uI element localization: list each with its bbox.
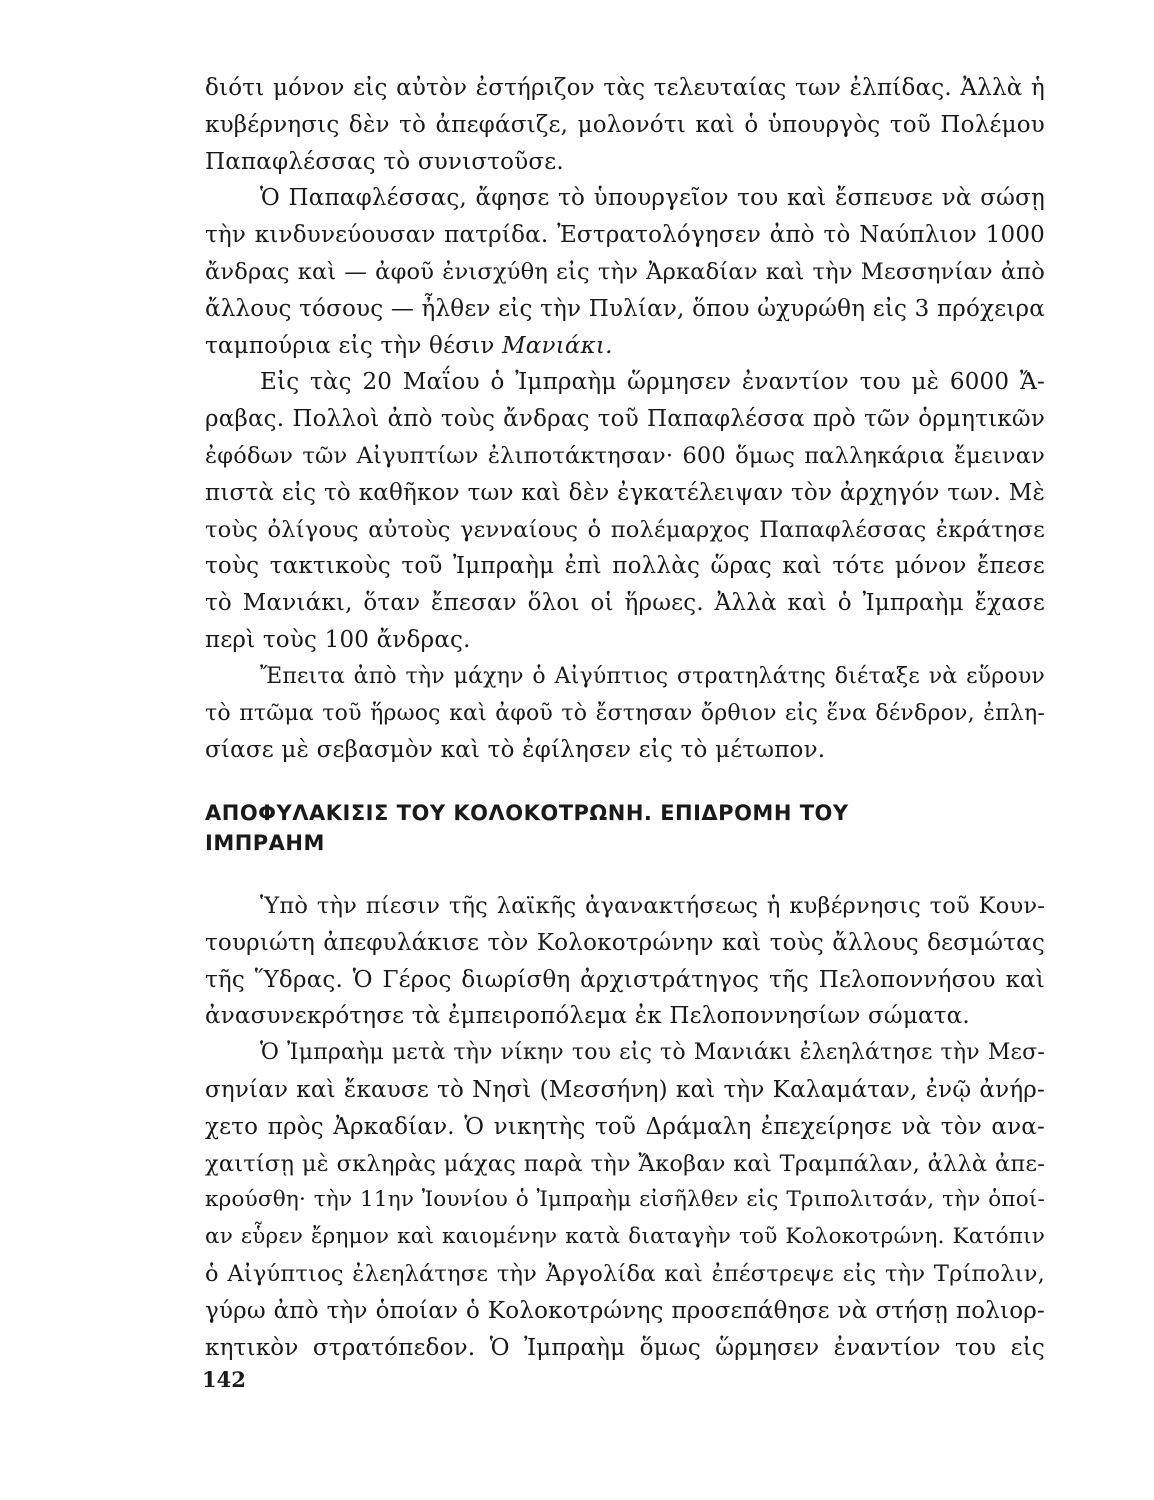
text-line: ἐφόδων τῶν Αἰγυπτίων ἐλιποτάκτησαν· 600 ὅμως παλληκάρια ἔμειναν <box>205 442 1045 469</box>
paragraph-6 <box>205 1035 1045 1366</box>
text-line: πιστὰ εἰς τὸ καθῆκον των καὶ δὲν ἐγκατέλειψαν τὸν ἀρχηγόν των. Μὲ <box>205 479 1045 506</box>
paragraph-1 <box>205 70 1045 180</box>
heading-line: ΙΜΠΡΑΗΜ <box>205 831 325 855</box>
text-line: διότι μόνον εἰς αὐτὸν ἐστήριζον τὰς τελευταίας των ἐλπίδας. Ἀλλὰ ἡ <box>205 75 1045 101</box>
text-line: Ὁ Παπαφλέσσας, ἄφησε τὸ ὑπουργεῖον του καὶ ἔσπευσε νὰ σώσῃ <box>260 185 1045 212</box>
text-line: τὴν κινδυνεύουσαν πατρίδα. Ἐστρατολόγησεν ἀπὸ τὸ Ναύπλιον 1000 <box>205 222 1045 249</box>
text-line <box>205 328 1045 365</box>
text-line: σηνίαν καὶ ἔκαυσε τὸ Νησὶ (Μεσσήνη) καὶ τὴν Καλαμάταν, ἐνῷ ἀνήρ- <box>205 1076 1045 1103</box>
text-block-lower <box>205 888 1045 1366</box>
text-line: τὸ Μανιάκι, ὅταν ἔπεσαν ὅλοι οἱ ἥρωες. Ἀλλὰ καὶ ὁ Ἰμπραὴμ ἔχασε <box>205 590 1045 617</box>
paragraph-3 <box>205 364 1045 658</box>
text-line: τῆς Ὕδρας. Ὁ Γέρος διωρίσθη ἀρχιστράτηγος τῆς Πελοποννήσου καὶ <box>205 966 1045 993</box>
text-span: ταμπούρια εἰς τὴν θέσιν <box>205 332 503 359</box>
text-line: τοὺς ὀλίγους αὐτοὺς γενναίους ὁ πολέμαρχος Παπαφλέσσας ἐκράτησε <box>205 516 1045 543</box>
paragraph-2 <box>205 180 1045 364</box>
text-block-upper <box>205 70 1045 769</box>
page-number: 142 <box>202 1367 246 1392</box>
text-line: κητικὸν στρατόπεδον. Ὁ Ἰμπραὴμ ὅμως ὥρμησεν ἐναντίον του εἰς <box>205 1334 1045 1361</box>
text-line: Ἔπειτα ἀπὸ τὴν μάχην ὁ Αἰγύπτιος στρατηλάτης διέταξε νὰ εὕρουν <box>260 663 1045 689</box>
place-name-italic: Μανιάκι. <box>502 332 613 359</box>
section-heading <box>205 798 1045 858</box>
text-line: ἄνδρας καὶ — ἀφοῦ ἐνισχύθη εἰς τὴν Ἀρκαδίαν καὶ τὴν Μεσσηνίαν ἀπὸ <box>205 258 1045 285</box>
text-line: χαιτίσῃ μὲ σκληρὰς μάχας παρὰ τὴν Ἄκοβαν καὶ Τραμπάλαν, ἀλλὰ ἀπε- <box>205 1150 1045 1177</box>
text-line: Ὁ Ἰμπραὴμ μετὰ τὴν νίκην του εἰς τὸ Μανιάκι ἐλεηλάτησε τὴν Μεσ- <box>260 1040 1045 1066</box>
text-line: ραβας. Πολλοὶ ἀπὸ τοὺς ἄνδρας τοῦ Παπαφλέσσα πρὸ τῶν ὁρμητικῶν <box>205 406 1045 433</box>
text-line: Ὑπὸ τὴν πίεσιν τῆς λαϊκῆς ἀγανακτήσεως ἡ κυβέρνησις τοῦ Κουν- <box>260 893 1045 919</box>
text-line: ἀνασυνεκρότησε τὰ ἐμπειροπόλεμα ἐκ Πελοποννησίων σώματα. <box>205 1003 970 1030</box>
text-line: χετο πρὸς Ἀρκαδίαν. Ὁ νικητὴς τοῦ Δράμαλη ἐπεχείρησε νὰ τὸν ανα- <box>205 1113 1045 1140</box>
paragraph-4 <box>205 659 1045 769</box>
text-line: ἄλλους τόσους — ἦλθεν εἰς τὴν Πυλίαν, ὅπου ὠχυρώθη εἰς 3 πρόχειρα <box>205 295 1045 322</box>
paragraph-5 <box>205 888 1045 1035</box>
text-line: σίασε μὲ σεβασμὸν καὶ τὸ ἐφίλησεν εἰς τὸ μέτωπον. <box>205 737 826 764</box>
text-line: τοὺς τακτικοὺς τοῦ Ἰμπραὴμ ἐπὶ πολλὰς ὥρας καὶ τότε μόνον ἔπεσε <box>205 553 1045 580</box>
text-line: Εἰς τὰς 20 Μαΐου ὁ Ἰμπραὴμ ὥρμησεν ἐναντίον του μὲ 6000 Ἄ- <box>260 369 1045 396</box>
text-line: Παπαφλέσσας τὸ συνιστοῦσε. <box>205 148 564 175</box>
text-line: κυβέρνησις δὲν τὸ ἀπεφάσιζε, μολονότι καὶ ὁ ὑπουργὸς τοῦ Πολέμου <box>205 111 1045 138</box>
text-line: τουριώτη ἀπεφυλάκισε τὸν Κολοκοτρώνην καὶ τοὺς ἄλλους δεσμώτας <box>205 929 1045 956</box>
heading-line: ΑΠΟΦΥΛΑΚΙΣΙΣ ΤΟΥ ΚΟΛΟΚΟΤΡΩΝΗ. ΕΠΙΔΡΟΜΗ ΤΟΥ <box>205 801 849 825</box>
text-line: κρούσθη· τὴν 11ην Ἰουνίου ὁ Ἰμπραὴμ εἰσῆλθεν εἰς Τριπολιτσάν, τὴν ὁποί- <box>205 1187 1045 1213</box>
text-line: ὁ Αἰγύπτιος ἐλεηλάτησε τὴν Ἀργολίδα καὶ ἐπέστρεψε εἰς τὴν Τρίπολιν, <box>205 1260 1045 1287</box>
text-line: γύρω ἀπὸ τὴν ὁποίαν ὁ Κολοκοτρώνης προσεπάθησε νὰ στήσῃ πολιορ- <box>205 1297 1045 1324</box>
text-line: τὸ πτῶμα τοῦ ἥρωος καὶ ἀφοῦ τὸ ἔστησαν ὄρθιον εἰς ἕνα δένδρον, ἐπλη- <box>205 700 1045 726</box>
text-line: αν εὗρεν ἔρημον καὶ καιομένην κατὰ διαταγὴν τοῦ Κολοκοτρώνη. Κατόπιν <box>205 1224 1045 1250</box>
text-line: περὶ τοὺς 100 ἄνδρας. <box>205 626 471 653</box>
